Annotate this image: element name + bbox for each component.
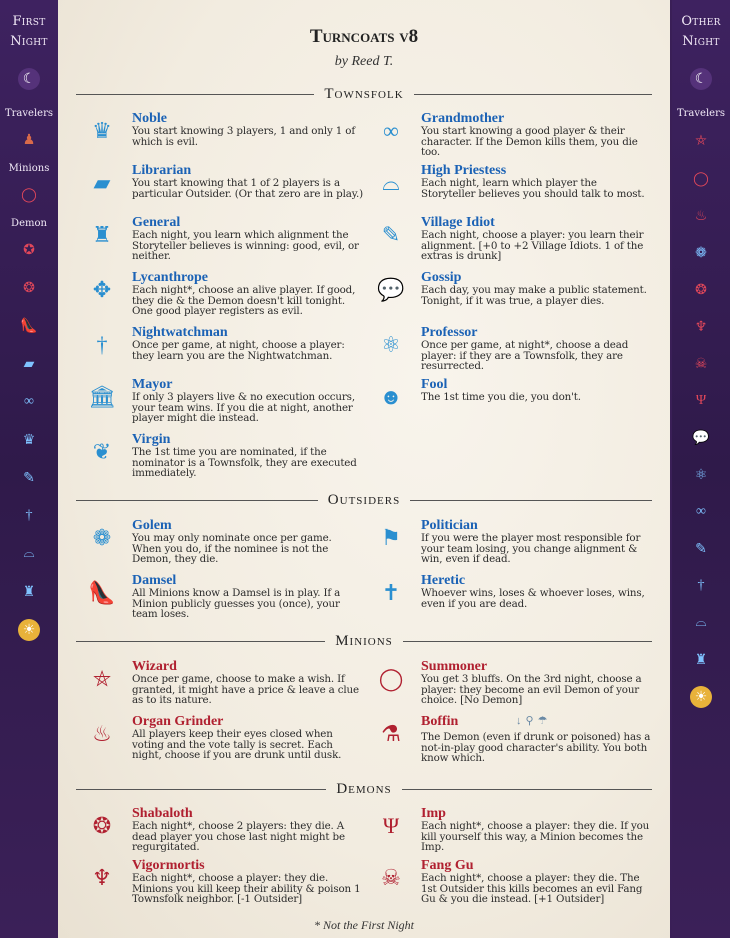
- moon-icon: ☾: [690, 68, 712, 90]
- role-damsel: [76, 573, 364, 627]
- script-sheet: [58, 0, 670, 938]
- slipper-icon: 👠: [88, 580, 116, 605]
- role-ability: All players keep their eyes closed when voting and the vote tally is secret. Each night, choose if you are drunk until dusk.: [132, 728, 342, 761]
- role-high-priestess: [365, 163, 653, 217]
- role-ability: Whoever wins, loses & whoever loses, wins, even if you are dead.: [421, 587, 645, 610]
- role-heretic: [365, 573, 653, 627]
- divider: [402, 789, 652, 790]
- jinx-drop-icon: ☂: [537, 715, 552, 727]
- general-icon: ♜: [694, 652, 708, 668]
- first-night-footnote: * Not the First Night: [313, 918, 414, 932]
- role-name: Noble: [132, 111, 167, 126]
- role-ability: Each night, you learn which alignment the Storyteller believes is winning: good, evil, or neither.: [132, 229, 359, 262]
- townsfolk-section-header: [76, 84, 652, 104]
- role-name: Virgin: [132, 432, 171, 447]
- role-ability: The 1st time you are nominated, if the nominator is a Townsfolk, they are executed immediately.: [132, 446, 357, 479]
- role-vigormortis: [76, 858, 364, 912]
- divider: [414, 94, 652, 95]
- role-name: Vigormortis: [132, 858, 205, 873]
- role-ability: If only 3 players live & no execution occurs, your team wins. If you die at night, another player might die instead.: [132, 391, 355, 424]
- summoning-circle-icon: ◯: [378, 666, 404, 691]
- role-name: Village Idiot: [421, 215, 495, 230]
- minion-info-icon: ◯: [21, 187, 37, 203]
- gossip-icon: 💬: [377, 277, 405, 302]
- role-ability: You start knowing a good player & their character. If the Demon kills them, you die too.: [421, 125, 638, 158]
- grandmother-icon: ∞: [383, 118, 399, 143]
- script-title: Turncoats v8: [309, 26, 419, 47]
- role-golem: [76, 518, 364, 572]
- role-name: Nightwatchman: [132, 325, 228, 340]
- demon-label: Demon: [11, 218, 47, 229]
- role-organ-grinder: [76, 714, 364, 768]
- minions-heading: Minions: [335, 632, 393, 649]
- role-fang-gu: [365, 858, 653, 912]
- role-noble: [76, 111, 364, 165]
- role-professor: [365, 325, 653, 379]
- role-name: Golem: [132, 518, 172, 533]
- divider: [76, 789, 326, 790]
- ring-icon: ❦: [92, 439, 112, 464]
- summoner-icon: ❂: [23, 280, 35, 296]
- role-general: [76, 215, 364, 269]
- divider: [76, 94, 314, 95]
- role-name: Librarian: [132, 163, 192, 178]
- dawn-icon: ☀: [690, 686, 712, 708]
- moon-icon: ☾: [18, 68, 40, 90]
- role-fool: [365, 377, 653, 431]
- role-ability: Each night*, choose an alive player. If good, they die & the Demon doesn't kill tonight. One good player registers as evil.: [132, 284, 356, 317]
- role-ability: Once per game, at night*, choose a dead player: if they are a Townsfolk, they are resurrected.: [421, 339, 629, 372]
- role-ability: Once per game, at night, choose a player: they learn you are the Nightwatchman.: [132, 339, 345, 362]
- trident-icon: Ψ: [382, 813, 400, 838]
- role-imp: [365, 806, 653, 860]
- village-idiot-icon: ✎: [23, 470, 35, 486]
- role-ability: You get 3 bluffs. On the 3rd night, choose a player: they become an evil Demon of your choice. [No Demon]: [421, 673, 642, 706]
- role-name: Fool: [421, 377, 448, 392]
- shabaloth-icon: ❂: [695, 282, 707, 298]
- role-ability: If you were the player most responsible for your team losing, you change alignment & win, even if dead.: [421, 532, 641, 565]
- role-village-idiot: [365, 215, 653, 269]
- demons-section-header: [76, 779, 652, 799]
- role-name: Summoner: [421, 659, 488, 674]
- role-name: Fang Gu: [421, 858, 474, 873]
- summoner-icon: ◯: [693, 171, 709, 187]
- jinx-arrow-icon: ↓: [516, 715, 526, 727]
- role-ability: The 1st time you die, you don't.: [421, 391, 581, 403]
- role-ability: Each night, learn which player the Storyteller believes you should talk to most.: [421, 177, 645, 200]
- first-night-heading: First Night: [10, 14, 48, 49]
- high-priestess-icon: ⌓: [382, 170, 400, 195]
- role-name: Wizard: [132, 659, 177, 674]
- role-name: High Priestess: [421, 163, 507, 178]
- high-priestess-icon: ⌓: [695, 615, 707, 630]
- role-lycanthrope: [76, 270, 364, 324]
- role-virgin: [76, 432, 364, 486]
- cross-icon: ✝: [381, 580, 401, 605]
- fang-gu-icon: ☠: [694, 356, 708, 372]
- professor-icon: ⚛: [694, 467, 708, 483]
- grandmother-icon: ∞: [696, 504, 706, 519]
- paw-icon: ✥: [92, 277, 112, 302]
- high-priestess-icon: ⌓: [23, 546, 35, 561]
- role-shabaloth: [76, 806, 364, 860]
- role-ability: You start knowing 3 players, 1 and only 1 of which is evil.: [132, 125, 355, 148]
- damsel-icon: 👠: [20, 318, 38, 334]
- flag-icon: ⚑: [381, 525, 401, 550]
- divider: [410, 500, 652, 501]
- librarian-icon: ▰: [23, 356, 35, 372]
- role-ability: You may only nominate once per game. When you do, if the nominee is not the Demon, they die.: [132, 532, 332, 565]
- role-ability: Once per game, choose to make a wish. If granted, it might have a price & leave a clue as to its nature.: [132, 673, 359, 706]
- traveler-icon: ♟: [22, 132, 36, 148]
- vigormortis-icon: ♆: [694, 319, 708, 335]
- divider: [76, 641, 325, 642]
- atom-icon: ⚛: [381, 332, 401, 357]
- village-idiot-icon: ✎: [381, 222, 401, 247]
- role-ability: Each night*, choose a player: they die. The 1st Outsider this kills becomes an evil Fang Gu & you die instead. [+1 Outsider]: [421, 872, 643, 905]
- role-grandmother: [365, 111, 653, 165]
- other-night-heading: Other Night: [681, 14, 721, 49]
- role-boffin: [365, 714, 653, 768]
- lamp-icon: †: [96, 332, 108, 357]
- role-nightwatchman: [76, 325, 364, 379]
- jinx-icons: [516, 714, 551, 727]
- golem-icon: ❁: [92, 525, 112, 550]
- role-ability: Each night*, choose 2 players: they die. A dead player you chose last night might be regurgitated.: [132, 820, 345, 853]
- noble-icon: ♛: [92, 118, 112, 143]
- divider: [403, 641, 652, 642]
- travelers-label: Travelers: [4, 108, 53, 119]
- travelers-label: Travelers: [676, 108, 725, 119]
- role-ability: Each night, choose a player: you learn their alignment. [+0 to +2 Village Idiots. 1 of the extras is drunk]: [421, 229, 644, 262]
- role-politician: [365, 518, 653, 572]
- minions-section-header: [76, 631, 652, 651]
- imp-icon: Ψ: [695, 393, 707, 408]
- grandmother-icon: ∞: [24, 394, 34, 409]
- monkey-icon: ♨: [92, 721, 112, 746]
- role-name: General: [132, 215, 181, 230]
- role-wizard: [76, 659, 364, 713]
- minions-label: Minions: [8, 163, 50, 174]
- village-idiot-icon: ✎: [695, 541, 707, 557]
- dawn-icon: ☀: [18, 619, 40, 641]
- role-name: Politician: [421, 518, 478, 533]
- role-mayor: [76, 377, 364, 431]
- bat-icon: ♆: [92, 865, 112, 890]
- general-icon: ♜: [92, 222, 112, 247]
- noble-icon: ♛: [22, 432, 36, 448]
- role-name: Heretic: [421, 573, 466, 588]
- role-name: Shabaloth: [132, 806, 193, 821]
- flask-icon: ⚗: [381, 721, 401, 746]
- townsfolk-heading: Townsfolk: [324, 85, 404, 102]
- role-ability: Each night*, choose a player: they die. If you kill yourself this way, a Minion becomes the Imp.: [421, 820, 650, 853]
- nightwatchman-icon: †: [25, 508, 33, 523]
- role-ability: The Demon (even if drunk or poisoned) has a not-in-play good character's ability. You both know which.: [421, 731, 651, 764]
- demons-heading: Demons: [336, 780, 392, 797]
- librarian-icon: ▰: [93, 170, 111, 195]
- general-icon: ♜: [22, 584, 36, 600]
- jester-icon: ☻: [379, 384, 403, 409]
- jinx-pin-icon: ⚲: [525, 715, 538, 727]
- role-ability: All Minions know a Damsel is in play. If a Minion publicly guesses you (once), your team loses.: [132, 587, 341, 620]
- fang-icon: ☠: [381, 865, 401, 890]
- role-name: Gossip: [421, 270, 462, 285]
- nightwatchman-icon: †: [697, 578, 705, 593]
- script-author: by Reed T.: [334, 54, 394, 69]
- role-gossip: [365, 270, 653, 324]
- role-ability: You start knowing that 1 of 2 players is a particular Outsider. (Or that zero are in play.): [132, 177, 363, 200]
- role-name: Damsel: [132, 573, 177, 588]
- maw-icon: ❂: [92, 813, 112, 838]
- role-name: Lycanthrope: [132, 270, 208, 285]
- role-name: Grandmother: [421, 111, 505, 126]
- role-ability: Each night*, choose a player: they die. Minions you kill keep their ability & poison 1 Townsfolk neighbor. [-1 Outsider]: [132, 872, 361, 905]
- outsiders-section-header: [76, 490, 652, 510]
- role-ability: Each day, you may make a public statement. Tonight, if it was true, a player dies.: [421, 284, 647, 307]
- role-librarian: [76, 163, 364, 217]
- first-night-bar: [0, 0, 58, 938]
- role-name: Mayor: [132, 377, 173, 392]
- pentagram-icon: ⛤: [93, 666, 111, 691]
- other-night-bar: [672, 0, 730, 938]
- role-name: Organ Grinder: [132, 714, 224, 729]
- golem-icon: ❁: [695, 245, 707, 261]
- wizard-icon: ⛤: [695, 134, 707, 149]
- divider: [76, 500, 318, 501]
- outsiders-heading: Outsiders: [327, 491, 401, 508]
- role-name: Imp: [421, 806, 446, 821]
- role-name: Professor: [421, 325, 478, 340]
- town-hall-icon: 🏛: [88, 384, 116, 409]
- demon-info-icon: ✪: [23, 242, 35, 258]
- role-name: Boffin: [421, 714, 459, 729]
- organ-grinder-icon: ♨: [694, 208, 708, 224]
- role-summoner: [365, 659, 653, 713]
- gossip-icon: 💬: [692, 430, 710, 446]
